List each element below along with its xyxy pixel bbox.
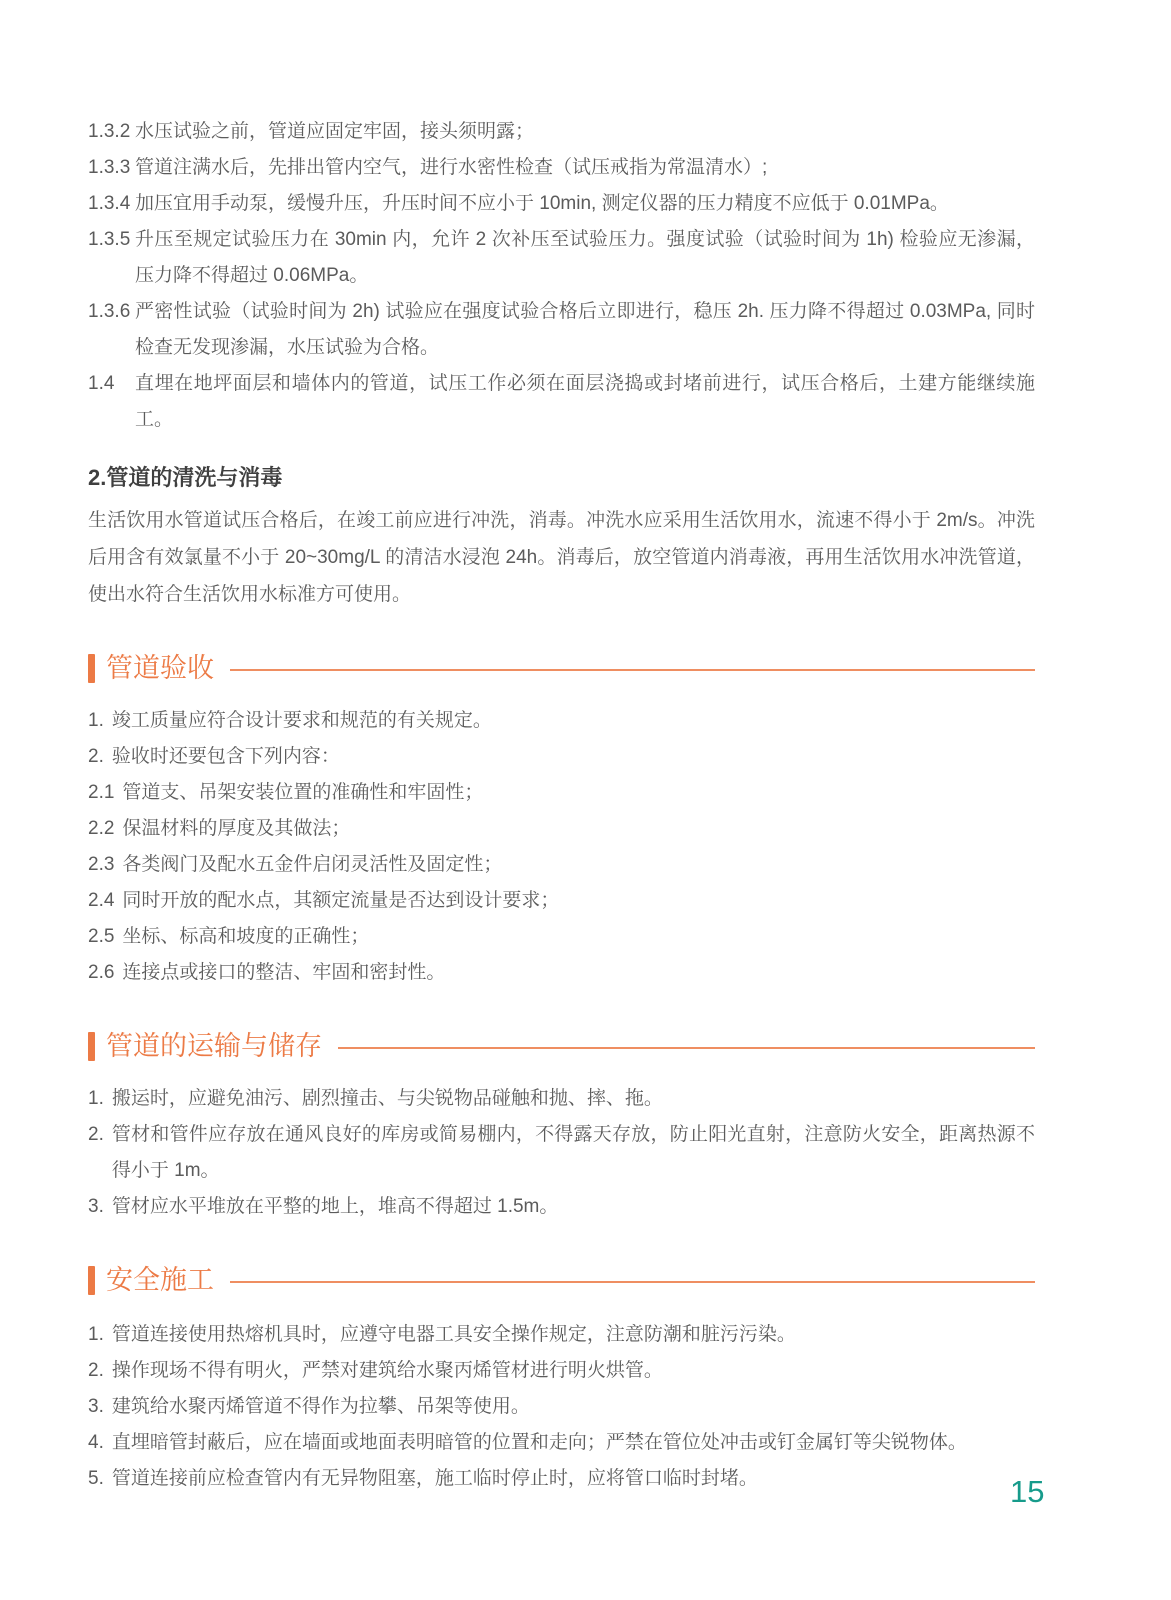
list-item xyxy=(88,1389,1035,1425)
list-item xyxy=(88,919,1035,955)
item-text: 管道注满水后，先排出管内空气，进行水密性检查（试压戒指为常温清水）; xyxy=(135,157,768,178)
item-text: 水压试验之前，管道应固定牢固，接头须明露； xyxy=(135,121,535,142)
item-text: 坐标、标高和坡度的正确性； xyxy=(122,926,370,947)
section-divider-line xyxy=(230,669,1035,671)
item-text: 严密性试验（试验时间为 2h) 试验应在强度试验合格后立即进行，稳压 2h. 压力降不得超过 0.03MPa, 同时检查无发现渗漏，水压试验为合格。 xyxy=(135,301,1035,358)
item-number: 2. xyxy=(88,746,104,767)
transport-list xyxy=(88,1081,1035,1225)
acceptance-list xyxy=(88,703,1035,991)
list-item xyxy=(88,739,1035,775)
section-title: 管道验收 xyxy=(106,653,214,683)
list-item xyxy=(88,811,1035,847)
item-text: 保温材料的厚度及其做法； xyxy=(122,818,351,839)
item-text: 搬运时，应避免油污、剧烈撞击、与尖锐物品碰触和抛、摔、拖。 xyxy=(111,1088,663,1109)
section-title: 安全施工 xyxy=(106,1265,214,1295)
item-number: 2.6 xyxy=(88,962,115,983)
section-marker-bar xyxy=(88,654,95,683)
item-text: 升压至规定试验压力在 30min 内，允许 2 次补压至试验压力。强度试验（试验时间为 1h) 检验应无渗漏，压力降不得超过 0.06MPa。 xyxy=(135,229,1035,286)
item-number: 3. xyxy=(88,1196,104,1217)
item-text: 加压宜用手动泵，缓慢升压，升压时间不应小于 10min, 测定仪器的压力精度不应低于 0.01MPa。 xyxy=(135,193,949,214)
item-number: 1.3.4 xyxy=(88,193,131,214)
item-number: 1.3.6 xyxy=(88,301,131,322)
item-text: 操作现场不得有明火，严禁对建筑给水聚丙烯管材进行明火烘管。 xyxy=(111,1360,663,1381)
section-marker-bar xyxy=(88,1032,95,1061)
item-number: 2. xyxy=(88,1360,104,1381)
item-text: 管材应水平堆放在平整的地上，堆高不得超过 1.5m。 xyxy=(111,1196,559,1217)
section-divider-line xyxy=(338,1047,1035,1049)
item-number: 4. xyxy=(88,1432,104,1453)
item-text: 管材和管件应存放在通风良好的库房或简易棚内，不得露天存放，防止阳光直射，注意防火安全，距离热源不得小于 1m。 xyxy=(111,1124,1035,1181)
list-item xyxy=(88,150,1035,186)
section-header-acceptance xyxy=(88,651,1035,685)
list-item xyxy=(88,114,1035,150)
list-item xyxy=(88,1425,1035,1461)
item-number: 3. xyxy=(88,1396,104,1417)
safety-list xyxy=(88,1317,1035,1497)
list-item xyxy=(88,847,1035,883)
item-text: 直埋暗管封蔽后，应在墙面或地面表明暗管的位置和走向；严禁在管位处冲击或钉金属钉等尖锐物体。 xyxy=(111,1432,967,1453)
item-number: 2.4 xyxy=(88,890,115,911)
item-text: 验收时还要包含下列内容： xyxy=(111,746,340,767)
list-item xyxy=(88,1317,1035,1353)
section-header-transport xyxy=(88,1029,1035,1063)
item-number: 2.5 xyxy=(88,926,115,947)
item-text: 建筑给水聚丙烯管道不得作为拉攀、吊架等使用。 xyxy=(111,1396,530,1417)
list-item xyxy=(88,955,1035,991)
list-item xyxy=(88,775,1035,811)
item-number: 5. xyxy=(88,1468,104,1489)
item-number: 2.2 xyxy=(88,818,115,839)
item-text: 直埋在地坪面层和墙体内的管道，试压工作必须在面层浇捣或封堵前进行，试压合格后，土建方能继续施工。 xyxy=(135,373,1035,430)
item-number: 2.1 xyxy=(88,782,115,803)
item-text: 连接点或接口的整洁、牢固和密封性。 xyxy=(122,962,446,983)
list-item xyxy=(88,1117,1035,1189)
item-number: 1. xyxy=(88,710,104,731)
item-number: 1.3.2 xyxy=(88,121,131,142)
item-number: 1. xyxy=(88,1088,104,1109)
item-number: 2.3 xyxy=(88,854,115,875)
list-item xyxy=(88,366,1035,438)
list-item xyxy=(88,222,1035,294)
item-text: 管道连接前应检查管内有无异物阻塞，施工临时停止时，应将管口临时封堵。 xyxy=(111,1468,758,1489)
page-number: 15 xyxy=(1010,1474,1045,1509)
item-text: 管道支、吊架安装位置的准确性和牢固性； xyxy=(122,782,484,803)
list-item xyxy=(88,186,1035,222)
item-number: 1.4 xyxy=(88,373,115,394)
item-text: 管道连接使用热熔机具时，应遵守电器工具安全操作规定，注意防潮和脏污污染。 xyxy=(111,1324,796,1345)
item-number: 1.3.5 xyxy=(88,229,131,250)
list-item xyxy=(88,1189,1035,1225)
section-header-safety xyxy=(88,1263,1035,1297)
pressure-test-list xyxy=(88,114,1035,438)
list-item xyxy=(88,1081,1035,1117)
list-item xyxy=(88,1353,1035,1389)
list-item xyxy=(88,703,1035,739)
section-divider-line xyxy=(230,1281,1035,1283)
item-number: 1.3.3 xyxy=(88,157,131,178)
item-text: 竣工质量应符合设计要求和规范的有关规定。 xyxy=(111,710,492,731)
item-text: 各类阀门及配水五金件启闭灵活性及固定性； xyxy=(122,854,503,875)
cleaning-section-heading: 2.管道的清洗与消毒 xyxy=(88,465,283,490)
list-item xyxy=(88,1461,1035,1497)
item-text: 同时开放的配水点，其额定流量是否达到设计要求； xyxy=(122,890,560,911)
item-number: 2. xyxy=(88,1124,104,1145)
item-number: 1. xyxy=(88,1324,104,1345)
list-item xyxy=(88,883,1035,919)
cleaning-paragraph: 生活饮用水管道试压合格后，在竣工前应进行冲洗，消毒。冲洗水应采用生活饮用水，流速不得小于 2m/s。冲洗后用含有效氯量不小于 20~30mg/L 的清洁水浸泡 24h。消毒后，放空管道内消毒液，再用生活饮用水冲洗管道，使出水符合生活饮用水标准方可使用。 xyxy=(88,510,1035,605)
section-title: 管道的运输与储存 xyxy=(106,1031,322,1061)
section-marker-bar xyxy=(88,1266,95,1295)
list-item xyxy=(88,294,1035,366)
